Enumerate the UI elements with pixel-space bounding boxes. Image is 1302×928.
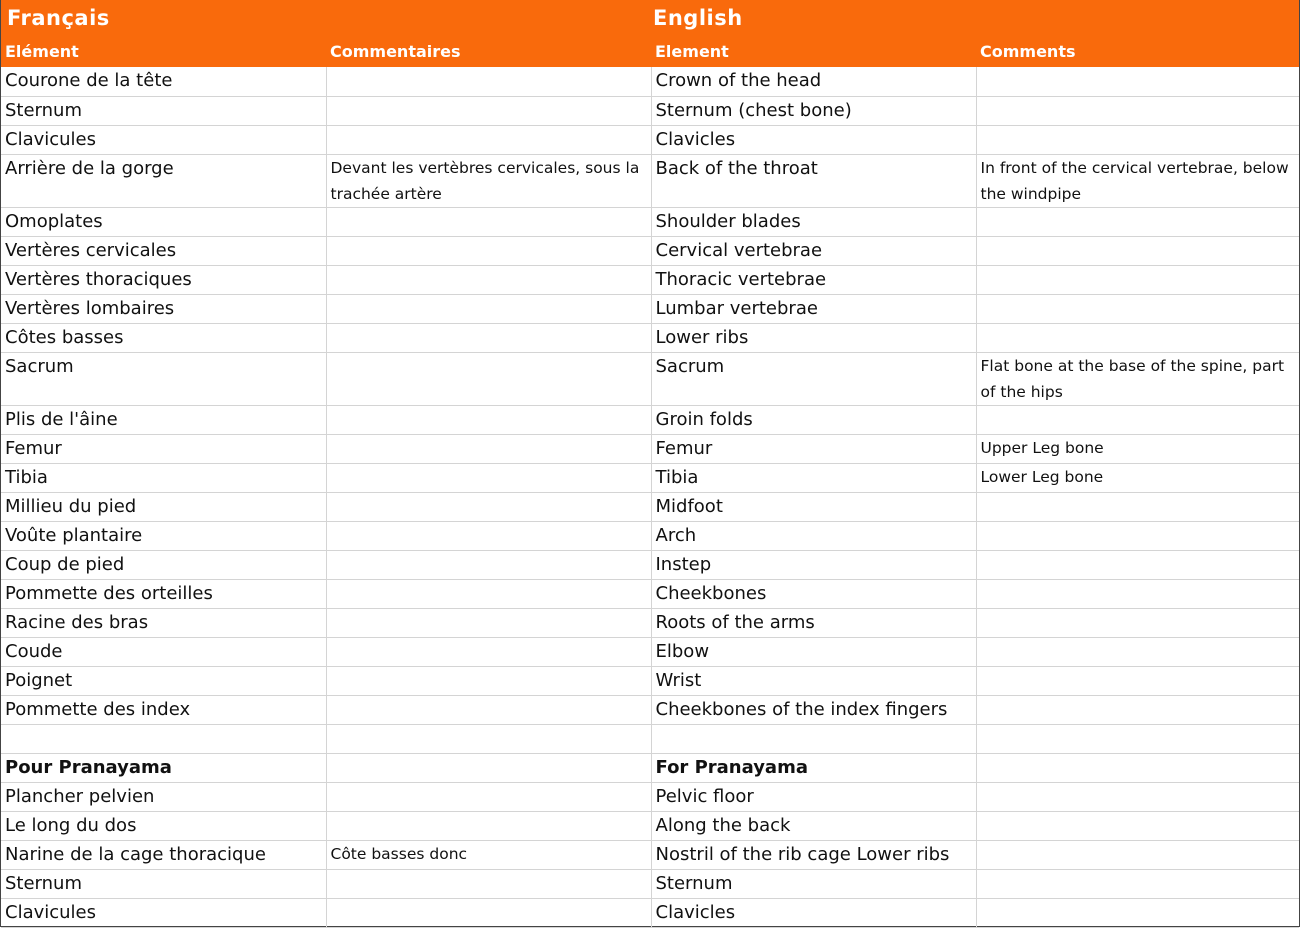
- cell-fr-comment[interactable]: [326, 323, 651, 352]
- cell-en-comment[interactable]: [976, 840, 1299, 869]
- table-row: [1, 811, 1299, 840]
- cell-en-element[interactable]: Cheekbones: [651, 579, 976, 608]
- cell-en-element[interactable]: Roots of the arms: [651, 608, 976, 637]
- cell-en-element[interactable]: Along the back: [651, 811, 976, 840]
- cell-fr-comment[interactable]: [326, 608, 651, 637]
- cell-fr-comment[interactable]: [326, 753, 651, 782]
- cell-en-comment[interactable]: [976, 521, 1299, 550]
- table-row: [1, 608, 1299, 637]
- cell-en-comment[interactable]: [976, 492, 1299, 521]
- cell-fr-comment[interactable]: [326, 666, 651, 695]
- table-row: [1, 840, 1299, 869]
- cell-fr-comment[interactable]: [326, 492, 651, 521]
- cell-en-comment[interactable]: [976, 724, 1299, 753]
- table-row: [1, 323, 1299, 352]
- table-row: [1, 434, 1299, 463]
- cell-fr-comment[interactable]: [326, 521, 651, 550]
- cell-fr-element[interactable]: Millieu du pied: [1, 492, 326, 521]
- cell-fr-element[interactable]: Coude: [1, 637, 326, 666]
- cell-en-element[interactable]: Crown of the head: [651, 67, 976, 96]
- cell-fr-comment[interactable]: [326, 637, 651, 666]
- cell-fr-element[interactable]: Pommette des index: [1, 695, 326, 724]
- cell-fr-element[interactable]: Vertères cervicales: [1, 236, 326, 265]
- cell-fr-element[interactable]: [1, 724, 326, 753]
- column-header-row: [1, 36, 1299, 67]
- cell-en-comment[interactable]: [976, 207, 1299, 236]
- cell-en-element[interactable]: Femur: [651, 434, 976, 463]
- cell-en-comment[interactable]: [976, 782, 1299, 811]
- cell-fr-element[interactable]: Vertères thoraciques: [1, 265, 326, 294]
- cell-fr-comment[interactable]: [326, 236, 651, 265]
- cell-en-comment[interactable]: [976, 67, 1299, 96]
- cell-en-element[interactable]: Sternum: [651, 869, 976, 898]
- cell-en-element[interactable]: Back of the throat: [651, 154, 976, 207]
- cell-fr-comment[interactable]: [326, 550, 651, 579]
- cell-en-element[interactable]: Nostril of the rib cage Lower ribs: [651, 840, 976, 869]
- cell-fr-comment[interactable]: Côte basses donc: [326, 840, 651, 869]
- cell-fr-element[interactable]: Coup de pied: [1, 550, 326, 579]
- table-row: [1, 352, 1299, 405]
- cell-en-comment[interactable]: [976, 125, 1299, 154]
- cell-fr-comment[interactable]: [326, 811, 651, 840]
- cell-en-element[interactable]: Arch: [651, 521, 976, 550]
- cell-fr-comment[interactable]: [326, 869, 651, 898]
- cell-en-element[interactable]: Pelvic floor: [651, 782, 976, 811]
- cell-fr-element[interactable]: Arrière de la gorge: [1, 154, 326, 207]
- cell-fr-element[interactable]: Pommette des orteilles: [1, 579, 326, 608]
- cell-fr-element[interactable]: Clavicules: [1, 125, 326, 154]
- cell-fr-element[interactable]: Omoplates: [1, 207, 326, 236]
- cell-en-comment[interactable]: [976, 695, 1299, 724]
- cell-fr-element[interactable]: Sternum: [1, 869, 326, 898]
- cell-en-comment[interactable]: [976, 236, 1299, 265]
- cell-fr-element[interactable]: Plancher pelvien: [1, 782, 326, 811]
- table-row: [1, 550, 1299, 579]
- cell-fr-comment[interactable]: [326, 352, 651, 405]
- cell-en-element[interactable]: Shoulder blades: [651, 207, 976, 236]
- cell-en-element[interactable]: Cheekbones of the index fingers: [651, 695, 976, 724]
- cell-en-comment[interactable]: [976, 608, 1299, 637]
- cell-fr-element[interactable]: Côtes basses: [1, 323, 326, 352]
- cell-en-element[interactable]: [651, 724, 976, 753]
- cell-en-element[interactable]: For Pranayama: [651, 753, 976, 782]
- cell-en-comment[interactable]: [976, 869, 1299, 898]
- cell-fr-comment[interactable]: [326, 898, 651, 927]
- cell-fr-element[interactable]: Tibia: [1, 463, 326, 492]
- cell-fr-element[interactable]: Courone de la tête: [1, 67, 326, 96]
- cell-fr-comment[interactable]: Devant les vertèbres cervicales, sous la trachée artère: [326, 154, 651, 207]
- cell-en-element[interactable]: Lumbar vertebrae: [651, 294, 976, 323]
- cell-en-comment[interactable]: [976, 294, 1299, 323]
- cell-fr-comment[interactable]: [326, 463, 651, 492]
- col-header-fr-comments[interactable]: Commentaires: [330, 42, 461, 61]
- cell-fr-element[interactable]: Voûte plantaire: [1, 521, 326, 550]
- cell-fr-comment[interactable]: [326, 125, 651, 154]
- cell-fr-element[interactable]: Femur: [1, 434, 326, 463]
- cell-fr-element[interactable]: Clavicules: [1, 898, 326, 927]
- table-row: [1, 521, 1299, 550]
- table-row: [1, 695, 1299, 724]
- cell-en-comment[interactable]: [976, 265, 1299, 294]
- table-row: [1, 67, 1299, 96]
- cell-fr-comment[interactable]: [326, 207, 651, 236]
- french-title[interactable]: Français: [7, 6, 110, 30]
- cell-fr-element[interactable]: Racine des bras: [1, 608, 326, 637]
- cell-en-comment[interactable]: [976, 898, 1299, 927]
- cell-en-element[interactable]: Midfoot: [651, 492, 976, 521]
- cell-fr-element[interactable]: Pour Pranayama: [1, 753, 326, 782]
- cell-en-element[interactable]: Sacrum: [651, 352, 976, 405]
- language-header-row: [1, 0, 1299, 36]
- cell-en-element[interactable]: Elbow: [651, 637, 976, 666]
- cell-en-element[interactable]: Sternum (chest bone): [651, 96, 976, 125]
- col-header-fr-element[interactable]: Elément: [5, 42, 79, 61]
- cell-fr-element[interactable]: Poignet: [1, 666, 326, 695]
- cell-fr-element[interactable]: Sacrum: [1, 352, 326, 405]
- table-row: [1, 463, 1299, 492]
- table-row: [1, 492, 1299, 521]
- cell-fr-comment[interactable]: [326, 434, 651, 463]
- cell-en-comment[interactable]: Upper Leg bone: [976, 434, 1299, 463]
- cell-fr-comment[interactable]: [326, 294, 651, 323]
- cell-en-element[interactable]: Thoracic vertebrae: [651, 265, 976, 294]
- cell-en-comment[interactable]: Flat bone at the base of the spine, part of the hips: [976, 352, 1299, 405]
- table-row: [1, 753, 1299, 782]
- cell-fr-element[interactable]: Plis de l'âine: [1, 405, 326, 434]
- table-row: [1, 125, 1299, 154]
- cell-en-element[interactable]: Lower ribs: [651, 323, 976, 352]
- table-row: [1, 724, 1299, 753]
- cell-fr-comment[interactable]: [326, 782, 651, 811]
- cell-en-comment[interactable]: [976, 811, 1299, 840]
- table-row: [1, 898, 1299, 927]
- cell-en-comment[interactable]: [976, 637, 1299, 666]
- cell-fr-comment[interactable]: [326, 579, 651, 608]
- english-title[interactable]: English: [653, 6, 743, 30]
- cell-en-comment[interactable]: [976, 323, 1299, 352]
- cell-en-comment[interactable]: [976, 579, 1299, 608]
- table-row: [1, 236, 1299, 265]
- cell-en-comment[interactable]: [976, 666, 1299, 695]
- cell-fr-comment[interactable]: [326, 96, 651, 125]
- col-header-en-element[interactable]: Element: [655, 42, 729, 61]
- cell-en-comment[interactable]: [976, 753, 1299, 782]
- table-row: [1, 782, 1299, 811]
- cell-en-element[interactable]: Cervical vertebrae: [651, 236, 976, 265]
- table-row: [1, 637, 1299, 666]
- cell-fr-comment[interactable]: [326, 265, 651, 294]
- table-row: [1, 294, 1299, 323]
- cell-en-element[interactable]: Clavicles: [651, 125, 976, 154]
- table-row: [1, 579, 1299, 608]
- cell-fr-comment[interactable]: [326, 695, 651, 724]
- cell-en-element[interactable]: Groin folds: [651, 405, 976, 434]
- cell-en-element[interactable]: Tibia: [651, 463, 976, 492]
- cell-en-element[interactable]: Instep: [651, 550, 976, 579]
- table-row: [1, 405, 1299, 434]
- cell-fr-comment[interactable]: [326, 67, 651, 96]
- cell-fr-element[interactable]: Narine de la cage thoracique: [1, 840, 326, 869]
- cell-fr-element[interactable]: Vertères lombaires: [1, 294, 326, 323]
- table-row: [1, 666, 1299, 695]
- cell-en-element[interactable]: Clavicles: [651, 898, 976, 927]
- cell-fr-comment[interactable]: [326, 724, 651, 753]
- cell-en-comment[interactable]: In front of the cervical vertebrae, below the windpipe: [976, 154, 1299, 207]
- cell-en-comment[interactable]: [976, 550, 1299, 579]
- cell-en-element[interactable]: Wrist: [651, 666, 976, 695]
- table-row: [1, 869, 1299, 898]
- cell-en-comment[interactable]: [976, 405, 1299, 434]
- table-row: [1, 265, 1299, 294]
- table-row: [1, 154, 1299, 207]
- cell-fr-comment[interactable]: [326, 405, 651, 434]
- cell-en-comment[interactable]: Lower Leg bone: [976, 463, 1299, 492]
- table-row: [1, 96, 1299, 125]
- cell-fr-element[interactable]: Sternum: [1, 96, 326, 125]
- data-table: [1, 67, 1299, 928]
- cell-fr-element[interactable]: Le long du dos: [1, 811, 326, 840]
- table-row: [1, 207, 1299, 236]
- cell-en-comment[interactable]: [976, 96, 1299, 125]
- col-header-en-comments[interactable]: Comments: [980, 42, 1076, 61]
